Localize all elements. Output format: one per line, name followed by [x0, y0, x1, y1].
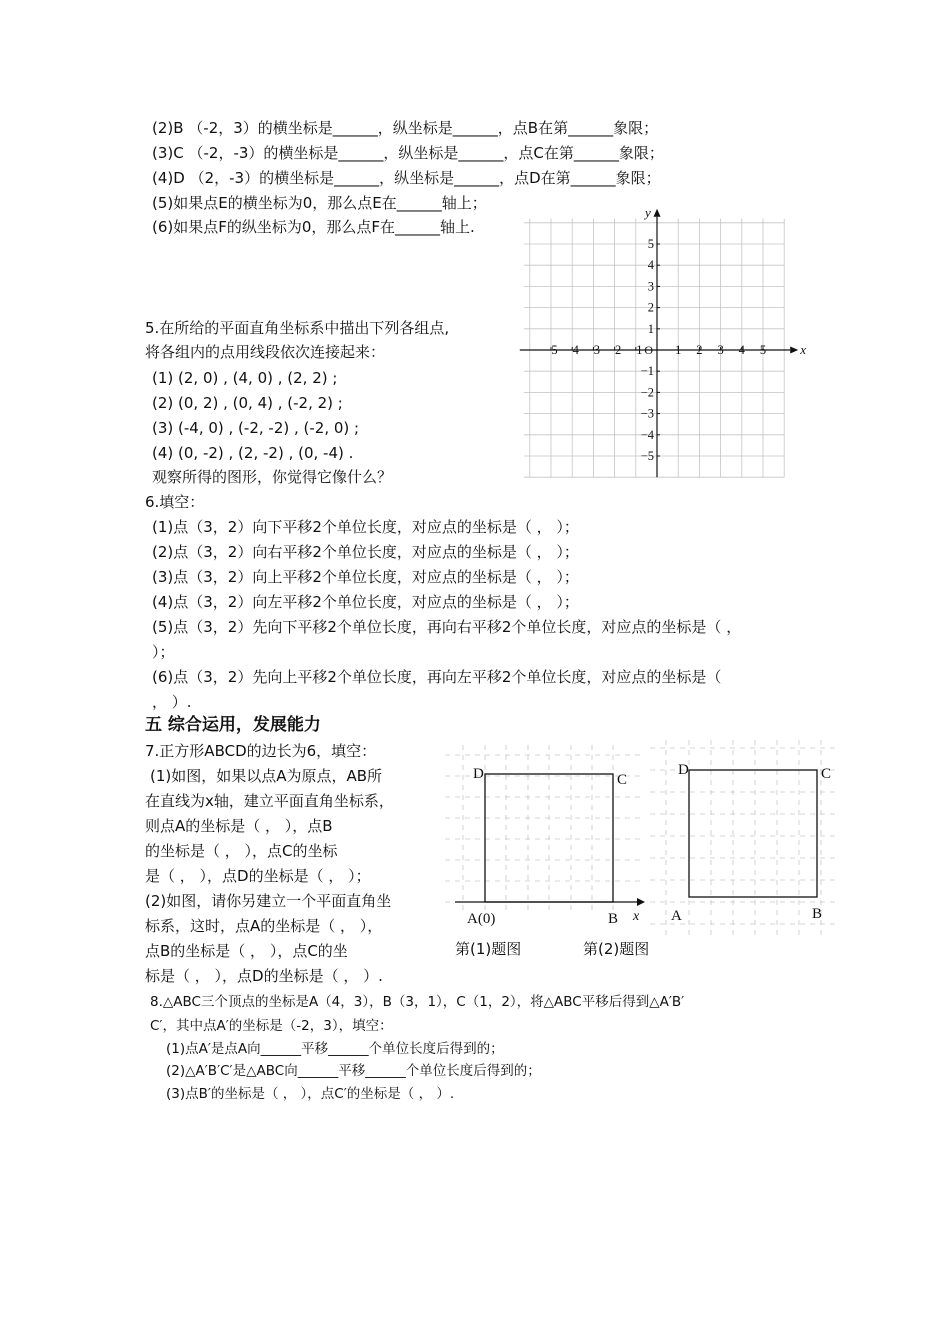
x-tick-label: −2	[607, 343, 622, 357]
y-tick-label: 3	[647, 279, 654, 294]
q8-line-2: C′，其中点A′的坐标是（-2，3），填空：	[150, 1018, 393, 1034]
q6-line-2: (2)点（3，2）向右平移2个单位长度，对应点的坐标是（ ， ）；	[152, 543, 579, 561]
y-tick-label: −2	[640, 385, 654, 400]
q8-line-1: 8.△ABC三个顶点的坐标是A（4，3），B（3，1），C（1，2），将△ABC平移后得到△A′B′	[150, 994, 685, 1010]
q6-line-6-cont: ， ）.	[152, 693, 192, 711]
square-abcd-2	[689, 770, 817, 897]
y-tick-label: 4	[647, 258, 654, 273]
y-tick-label: −3	[640, 406, 654, 421]
x-tick-label: 3	[717, 343, 724, 357]
q7-line-5: 的坐标是（ ， ），点C的坐标	[145, 842, 338, 860]
q6-line-5: (5)点（3，2）先向下平移2个单位长度，再向右平移2个单位长度，对应点的坐标是（ ，	[152, 618, 742, 636]
y-axis-arrow	[654, 209, 661, 217]
fig1-label-c: C	[617, 772, 628, 788]
q5-item-1: (1) (2, 0) , (4, 0) , (2, 2) ;	[152, 369, 338, 387]
x-tick-label: −4	[565, 343, 579, 357]
fig1-label-a: A(0)	[467, 911, 496, 927]
fig1-x-label: x	[633, 909, 640, 924]
q7-line-2: (1)如图，如果以点A为原点，AB所	[150, 767, 383, 785]
q4-line-3: (3)C （-2，-3）的横坐标是______，纵坐标是______，点C在第______象限；	[152, 144, 664, 162]
q8-line-5: (3)点B′的坐标是（ ， ），点C′的坐标是（ ， ）.	[166, 1086, 455, 1102]
fig2-label-a: A	[671, 908, 682, 924]
square-figure-1	[445, 745, 645, 965]
fig1-x-axis-arrow	[637, 898, 645, 906]
x-tick-label: −1	[629, 343, 643, 357]
x-tick-label: 4	[738, 343, 745, 357]
x-tick-label: 2	[696, 343, 703, 357]
y-tick-label: −4	[640, 427, 654, 442]
q8-line-3: (1)点A′是点A向______平移______个单位长度后得到的；	[166, 1041, 504, 1057]
q6-line-1: (1)点（3，2）向下平移2个单位长度，对应点的坐标是（ ， ）；	[152, 518, 579, 536]
y-tick-label: 1	[647, 321, 654, 336]
q5-intro-2: 将各组内的点用线段依次连接起来：	[145, 343, 386, 361]
q7-line-1: 7.正方形ABCD的边长为6，填空：	[145, 742, 377, 760]
q6-line-5-cont: ）；	[152, 643, 175, 661]
x-tick-label: 5	[759, 343, 767, 357]
fig2-label-d: D	[678, 762, 689, 778]
q7-line-9: 点B的坐标是（ ， ），点C的坐	[145, 942, 348, 960]
q7-line-4: 则点A的坐标是（ ， ），点B	[145, 817, 333, 835]
x-axis-arrow	[790, 347, 798, 354]
y-axis-label: y	[645, 204, 651, 220]
q5-item-2: (2) (0, 2) , (0, 4) , (-2, 2) ;	[152, 394, 343, 412]
square-figure-2	[650, 740, 850, 950]
q7-line-7: (2)如图，请你另建立一个平面直角坐	[145, 892, 392, 910]
q5-intro-1: 5.在所给的平面直角坐标系中描出下列各组点,	[145, 319, 450, 337]
y-tick-label: −1	[640, 364, 654, 379]
q6-line-4: (4)点（3，2）向左平移2个单位长度，对应点的坐标是（ ， ）；	[152, 593, 579, 611]
q8-line-4: (2)△A′B′C′是△ABC向______平移______个单位长度后得到的；	[166, 1063, 541, 1079]
y-tick-label: 5	[647, 237, 654, 251]
q4-line-2: (2)B （-2，3）的横坐标是______，纵坐标是______，点B在第______象限；	[152, 119, 659, 137]
q6-line-3: (3)点（3，2）向上平移2个单位长度，对应点的坐标是（ ， ）；	[152, 568, 579, 586]
fig2-label-b: B	[812, 906, 823, 922]
q5-question: 观察所得的图形，你觉得它像什么？	[152, 468, 393, 486]
origin-label: O	[644, 343, 653, 357]
fig2-caption: 第(2)题图	[583, 940, 650, 958]
x-tick-label: −5	[544, 343, 558, 357]
q6-title: 6.填空：	[145, 493, 205, 511]
fig1-label-d: D	[473, 766, 484, 782]
q5-item-3: (3) (-4, 0) , (-2, -2) , (-2, 0) ;	[152, 419, 360, 437]
q4-line-6: (6)如果点F的纵坐标为0，那么点F在______轴上.	[152, 218, 475, 236]
section-title: 五 综合运用，发展能力	[145, 715, 321, 735]
q6-line-6: (6)点（3，2）先向上平移2个单位长度，再向左平移2个单位长度，对应点的坐标是（	[152, 668, 722, 686]
y-tick-label: 2	[647, 300, 654, 315]
q5-item-4: (4) (0, -2) , (2, -2) , (0, -4) .	[152, 444, 354, 462]
q4-line-4: (4)D （2，-3）的横坐标是______，纵坐标是______，点D在第______象限；	[152, 169, 661, 187]
q7-line-8: 标系，这时，点A的坐标是（ ， ），	[145, 917, 383, 935]
q7-line-10: 标是（ ， ），点D的坐标是（ ， ）.	[145, 967, 383, 985]
q7-line-3: 在直线为x轴，建立平面直角坐标系，	[145, 792, 394, 810]
x-axis-label: x	[800, 342, 806, 357]
q7-line-6: 是（ ， ），点D的坐标是（ ， ）；	[145, 867, 371, 885]
x-tick-label: −3	[586, 343, 601, 357]
fig1-label-b: B	[608, 911, 619, 927]
q4-line-5: (5)如果点E的横坐标为0，那么点E在______轴上；	[152, 194, 487, 212]
y-tick-label: −5	[640, 449, 654, 463]
fig1-caption: 第(1)题图	[455, 940, 522, 958]
x-tick-label: 1	[675, 343, 682, 357]
fig2-label-c: C	[821, 766, 832, 782]
coordinate-grid	[520, 195, 820, 475]
